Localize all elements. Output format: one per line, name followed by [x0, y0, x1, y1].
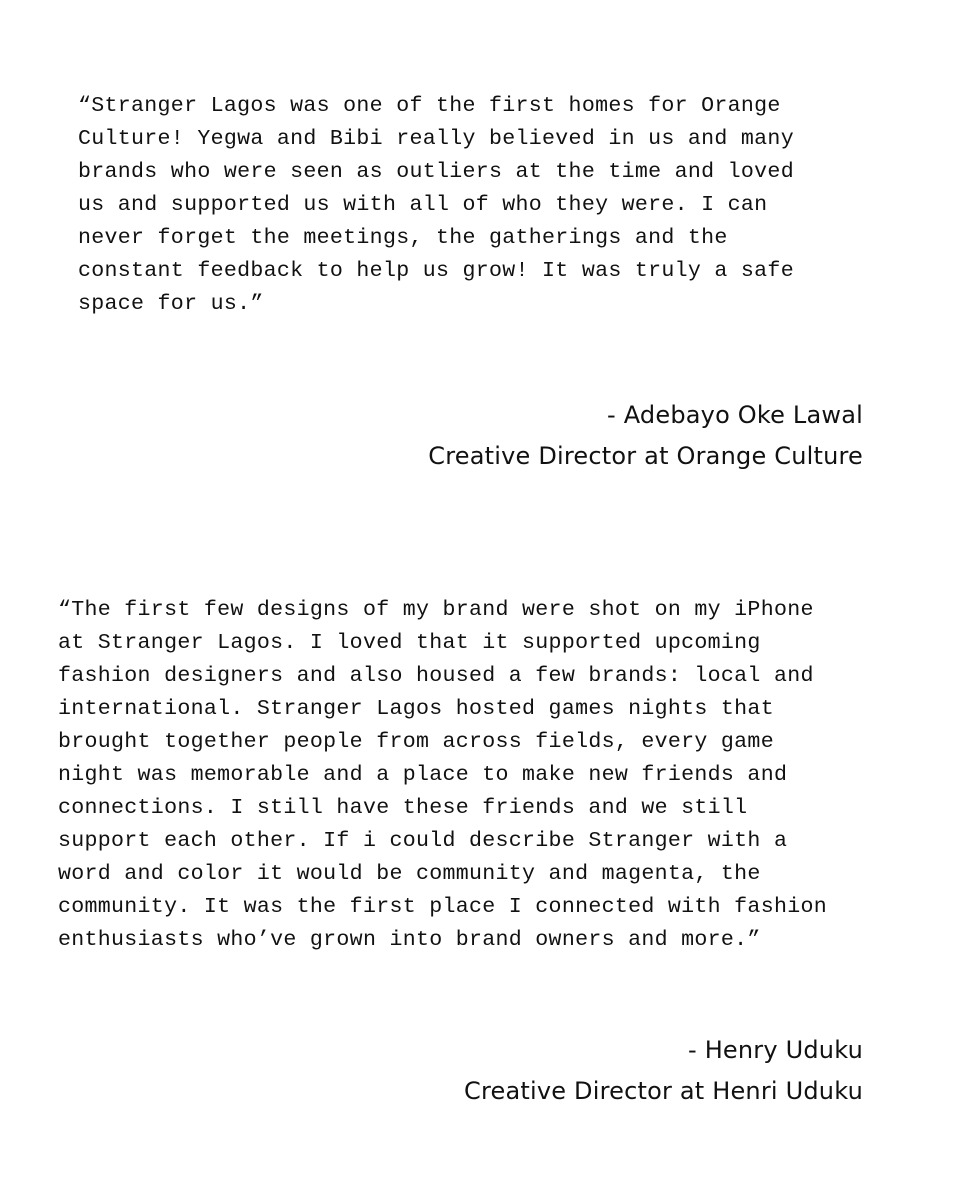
quote-line: brought together people from across fields, every game — [58, 730, 774, 754]
quote-line: constant feedback to help us grow! It was truly a safe — [78, 259, 794, 283]
author-role: Creative Director at Orange Culture — [428, 442, 863, 470]
quote-line: international. Stranger Lagos hosted games nights that — [58, 697, 774, 721]
quote-line: word and color it would be community and magenta, the — [58, 862, 761, 886]
quote-line: Culture! Yegwa and Bibi really believed in us and many — [78, 127, 794, 151]
author-name: - Henry Uduku — [688, 1036, 863, 1064]
quote-line: space for us.” — [78, 292, 264, 316]
quote-line: brands who were seen as outliers at the time and loved — [78, 160, 794, 184]
quote-line: us and supported us with all of who they were. I can — [78, 193, 768, 217]
quote-line: at Stranger Lagos. I loved that it supported upcoming — [58, 631, 761, 655]
testimonial-quote-henri-uduku — [58, 594, 827, 957]
testimonial-quote-orange-culture — [78, 90, 794, 321]
author-role: Creative Director at Henri Uduku — [463, 1077, 863, 1105]
author-name: - Adebayo Oke Lawal — [607, 401, 863, 429]
quote-line: night was memorable and a place to make new friends and — [58, 763, 788, 787]
quote-line: enthusiasts who’ve grown into brand owners and more.” — [58, 928, 761, 952]
attribution-henry-uduku — [464, 1030, 863, 1112]
quote-line: never forget the meetings, the gatherings and the — [78, 226, 728, 250]
quote-line: “Stranger Lagos was one of the first homes for Orange — [78, 94, 781, 118]
quote-line: support each other. If i could describe Stranger with a — [58, 829, 788, 853]
quote-line: community. It was the first place I connected with fashion — [58, 895, 827, 919]
quote-line: “The first few designs of my brand were shot on my iPhone — [58, 598, 814, 622]
attribution-adebayo-oke-lawal — [428, 395, 863, 477]
quote-line: fashion designers and also housed a few brands: local and — [58, 664, 814, 688]
quote-line: connections. I still have these friends and we still — [58, 796, 748, 820]
